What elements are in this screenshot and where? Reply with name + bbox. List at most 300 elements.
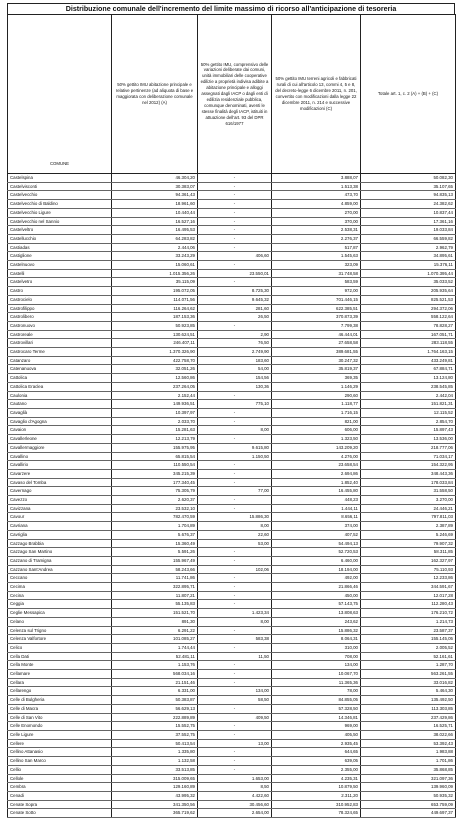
total-cell: 1.983,88 (361, 748, 456, 757)
total-cell: 283.118,55 (361, 339, 456, 348)
table-row (8, 661, 456, 670)
value-c-cell: 10.879,50 (272, 783, 361, 792)
total-cell: 218.777,06 (361, 443, 456, 452)
value-c-cell: 708,00 (272, 652, 361, 661)
total-cell: 5.246,69 (361, 530, 456, 539)
value-a-cell: 11.807,21 (112, 591, 198, 600)
value-c-cell: 1.444,11 (272, 504, 361, 513)
total-cell: 5.464,30 (361, 687, 456, 696)
value-a-cell: 1.153,76 (112, 661, 198, 670)
value-c-cell: 2.276,37 (272, 234, 361, 243)
value-c-cell: 78,00 (272, 687, 361, 696)
total-cell: 58.311,85 (361, 548, 456, 557)
value-b-cell: 2,90 (198, 330, 272, 339)
table-row (8, 704, 456, 713)
value-b-cell: - (198, 191, 272, 200)
table-row (8, 356, 456, 365)
comune-cell: Celle di San Vito (8, 713, 112, 722)
comune-cell: Cattolica Eraclea (8, 382, 112, 391)
value-b-cell: - (198, 435, 272, 444)
total-cell: 35.033,52 (361, 278, 456, 287)
value-a-cell: 33.243,29 (112, 252, 198, 261)
table-row (8, 530, 456, 539)
value-a-cell: 187.153,36 (112, 313, 198, 322)
value-a-cell: 50.413,54 (112, 739, 198, 748)
value-a-cell: 15.552,75 (112, 722, 198, 731)
comune-cell: Celano (8, 617, 112, 626)
table-row (8, 243, 456, 252)
value-a-cell: 50.923,85 (112, 321, 198, 330)
value-c-cell: 2.935,45 (272, 739, 361, 748)
value-b-cell: - (198, 321, 272, 330)
total-cell: 71.034,17 (361, 452, 456, 461)
value-c-cell: 243,62 (272, 617, 361, 626)
value-c-cell: 290,60 (272, 391, 361, 400)
total-cell: 94.835,13 (361, 191, 456, 200)
total-cell: 205.935,64 (361, 287, 456, 296)
value-a-cell: 782.470,59 (112, 513, 198, 522)
comune-cell: Cavallerleone (8, 435, 112, 444)
table-row (8, 791, 456, 800)
total-cell: 178.033,84 (361, 478, 456, 487)
header-comune: COMUNE (8, 15, 112, 174)
total-cell: 53.392,43 (361, 739, 456, 748)
value-a-cell: 149.936,51 (112, 400, 198, 409)
value-b-cell: 281,60 (198, 304, 272, 313)
table-row (8, 617, 456, 626)
total-cell: 75.110,93 (361, 565, 456, 574)
comune-cell: Cellarengo (8, 687, 112, 696)
total-cell: 238.545,85 (361, 382, 456, 391)
comune-cell: Cazzano di Tramigna (8, 556, 112, 565)
value-c-cell: 310,00 (272, 643, 361, 652)
value-a-cell: 64.283,82 (112, 234, 198, 243)
value-a-cell: 15.281,63 (112, 426, 198, 435)
value-b-cell: 76,50 (198, 339, 272, 348)
table-row (8, 339, 456, 348)
table-row (8, 217, 456, 226)
value-a-cell: 55.135,83 (112, 600, 198, 609)
comune-cell: Celenza sul Trigno (8, 626, 112, 635)
comune-cell: Cellere (8, 739, 112, 748)
comune-cell: Cavaso del Tomba (8, 478, 112, 487)
value-b-cell: - (198, 678, 272, 687)
comune-cell: Ceglie Messapica (8, 609, 112, 618)
value-b-cell: 15.886,30 (198, 513, 272, 522)
value-b-cell: 9.615,80 (198, 443, 272, 452)
value-b-cell: 8,50 (198, 783, 272, 792)
total-cell: 797.811,03 (361, 513, 456, 522)
comune-cell: Cavizzana (8, 504, 112, 513)
value-b-cell: 102,06 (198, 565, 272, 574)
value-b-cell: 22,60 (198, 530, 272, 539)
comune-cell: Castelvisconti (8, 182, 112, 191)
value-b-cell: 406,60 (198, 252, 272, 261)
total-cell: 66.559,82 (361, 234, 456, 243)
table-row (8, 348, 456, 357)
comune-cell: Caulonia (8, 391, 112, 400)
value-b-cell: 134,00 (198, 687, 272, 696)
value-c-cell: 270,00 (272, 208, 361, 217)
table-row (8, 443, 456, 452)
comune-cell: Castelvetro (8, 278, 112, 287)
value-a-cell: 37.552,75 (112, 731, 198, 740)
value-c-cell: 969,00 (272, 722, 361, 731)
comune-cell: Cavour (8, 513, 112, 522)
total-cell: 135.492,50 (361, 696, 456, 705)
comune-cell: Cavallino (8, 452, 112, 461)
value-b-cell: 8.725,30 (198, 287, 272, 296)
comune-cell: Cembra (8, 783, 112, 792)
value-a-cell: 12.213,79 (112, 435, 198, 444)
value-c-cell: 323,09 (272, 261, 361, 270)
total-cell: 237.429,86 (361, 713, 456, 722)
value-a-cell: 75.305,79 (112, 487, 198, 496)
total-cell: 825.521,53 (361, 295, 456, 304)
total-cell: 176.210,72 (361, 609, 456, 618)
table-row (8, 226, 456, 235)
value-b-cell: 11,50 (198, 652, 272, 661)
table-row (8, 643, 456, 652)
table-row (8, 417, 456, 426)
value-a-cell: 35.115,09 (112, 278, 198, 287)
value-c-cell: 310.952,83 (272, 800, 361, 809)
value-b-cell: - (198, 226, 272, 235)
value-a-cell: 16.527,16 (112, 217, 198, 226)
total-cell: 563.261,55 (361, 670, 456, 679)
table-row (8, 513, 456, 522)
comune-cell: Castrolibero (8, 313, 112, 322)
value-c-cell: 57.143,75 (272, 600, 361, 609)
table-row (8, 478, 456, 487)
table-row (8, 452, 456, 461)
value-c-cell: 52.720,53 (272, 548, 361, 557)
value-c-cell: 84.855,05 (272, 696, 361, 705)
table-row (8, 313, 456, 322)
value-c-cell: 374,00 (272, 522, 361, 531)
total-cell: 12.115,52 (361, 408, 456, 417)
comune-cell: Cavriglia (8, 530, 112, 539)
comune-cell: Cattolica (8, 374, 112, 383)
value-a-cell: 43.995,32 (112, 791, 198, 800)
value-a-cell: 2.444,06 (112, 243, 198, 252)
value-a-cell: 1.744,44 (112, 643, 198, 652)
comune-cell: Castrocaro Terme (8, 348, 112, 357)
value-a-cell: 1.132,58 (112, 757, 198, 766)
value-a-cell: 246.407,11 (112, 339, 198, 348)
value-b-cell: - (198, 182, 272, 191)
value-a-cell: 11.741,86 (112, 574, 198, 583)
table-row (8, 252, 456, 261)
total-cell: 344.591,67 (361, 583, 456, 592)
value-c-cell: 13.808,63 (272, 609, 361, 618)
comune-cell: Celle Enomondo (8, 722, 112, 731)
table-row (8, 600, 456, 609)
table-title: Distribuzione comunale dell'incremento del limite massimo di ricorso all'anticipazione di tesoreria (7, 3, 455, 14)
table-body (8, 174, 456, 818)
comune-cell: Ceggia (8, 600, 112, 609)
value-c-cell: 7.799,38 (272, 321, 361, 330)
comune-cell: Celenza Valfortore (8, 635, 112, 644)
total-cell: 35.107,65 (361, 182, 456, 191)
table-row (8, 713, 456, 722)
total-cell: 17.361,16 (361, 217, 456, 226)
value-b-cell: - (198, 731, 272, 740)
value-a-cell: 10.440,44 (112, 208, 198, 217)
table-row (8, 548, 456, 557)
value-a-cell: 6.331,00 (112, 687, 198, 696)
table-row (8, 461, 456, 470)
total-cell: 15.897,43 (361, 426, 456, 435)
table-row (8, 800, 456, 809)
value-a-cell: 110.550,54 (112, 461, 198, 470)
table-row (8, 652, 456, 661)
comune-cell: Celico (8, 643, 112, 652)
value-c-cell: 370,00 (272, 217, 361, 226)
value-b-cell: - (198, 661, 272, 670)
total-cell: 10.837,44 (361, 208, 456, 217)
table-row (8, 278, 456, 287)
value-b-cell: 2.749,90 (198, 348, 272, 357)
table-row (8, 496, 456, 505)
value-a-cell: 12.560,86 (112, 374, 198, 383)
total-cell: 2.442,04 (361, 391, 456, 400)
table-row (8, 426, 456, 435)
total-cell: 321.097,36 (361, 774, 456, 783)
value-a-cell: 1.335,80 (112, 748, 198, 757)
table-row (8, 635, 456, 644)
value-a-cell: 195.072,05 (112, 287, 198, 296)
total-cell: 33.016,82 (361, 678, 456, 687)
value-b-cell: - (198, 548, 272, 557)
comune-cell: Castelvecchio nel Sannio (8, 217, 112, 226)
value-c-cell: 369,35 (272, 374, 361, 383)
value-c-cell: 23.658,54 (272, 461, 361, 470)
table-row (8, 504, 456, 513)
header-col-a: 50% gettito IMU abitazione principale e relative pertinenze (ad aliquota di base e maggiorata con deliberazione comunale nel 2012) (A) (112, 15, 198, 174)
value-c-cell: 1.118,77 (272, 400, 361, 409)
value-c-cell: 30.247,32 (272, 356, 361, 365)
value-c-cell: 10.067,70 (272, 670, 361, 679)
value-b-cell: 30.456,60 (198, 800, 272, 809)
table-row (8, 609, 456, 618)
value-a-cell: 10.397,97 (112, 408, 198, 417)
table-row (8, 234, 456, 243)
value-b-cell: 23.550,01 (198, 269, 272, 278)
value-b-cell: - (198, 583, 272, 592)
comune-cell: Cellio (8, 765, 112, 774)
value-c-cell: 1.323,50 (272, 435, 361, 444)
value-c-cell: 8.064,31 (272, 635, 361, 644)
value-b-cell: 154,56 (198, 374, 272, 383)
table-row (8, 748, 456, 757)
value-a-cell: 129.160,89 (112, 783, 198, 792)
value-c-cell: 18.194,00 (272, 565, 361, 574)
value-c-cell: 15.886,32 (272, 626, 361, 635)
value-c-cell: 134,00 (272, 661, 361, 670)
value-c-cell: 21.866,46 (272, 583, 361, 592)
value-a-cell: 5.676,37 (112, 530, 198, 539)
value-b-cell: - (198, 574, 272, 583)
total-cell: 2.962,79 (361, 243, 456, 252)
value-a-cell: 422.758,70 (112, 356, 198, 365)
value-a-cell: 222.889,89 (112, 713, 198, 722)
table-row (8, 574, 456, 583)
value-b-cell: 583,38 (198, 635, 272, 644)
value-b-cell: - (198, 704, 272, 713)
comune-cell: Castro (8, 287, 112, 296)
total-cell: 433.249,81 (361, 356, 456, 365)
total-cell: 23.587,37 (361, 626, 456, 635)
distribution-table (7, 14, 456, 818)
total-cell: 35.868,85 (361, 765, 456, 774)
value-c-cell: 2.538,31 (272, 226, 361, 235)
value-a-cell: 237.264,05 (112, 382, 198, 391)
value-a-cell: 568.034,16 (112, 670, 198, 679)
table-row (8, 382, 456, 391)
value-a-cell: 151.521,70 (112, 609, 198, 618)
value-b-cell: - (198, 643, 272, 652)
total-cell: 162.327,97 (361, 556, 456, 565)
total-cell: 13.536,00 (361, 435, 456, 444)
value-b-cell: 130,36 (198, 382, 272, 391)
value-c-cell: 701.446,15 (272, 295, 361, 304)
total-cell: 3.270,00 (361, 496, 456, 505)
value-c-cell: 31.748,58 (272, 269, 361, 278)
value-b-cell: 1.653,00 (198, 774, 272, 783)
total-cell: 653.759,09 (361, 800, 456, 809)
table-row (8, 304, 456, 313)
comune-cell: Cella Dati (8, 652, 112, 661)
comune-cell: Castelli (8, 269, 112, 278)
comune-cell: Cavernago (8, 487, 112, 496)
value-b-cell: - (198, 670, 272, 679)
total-cell: 79.907,32 (361, 539, 456, 548)
value-b-cell: - (198, 208, 272, 217)
comune-cell: Cavaglià (8, 408, 112, 417)
total-cell: 449.697,37 (361, 809, 456, 818)
comune-cell: Cavriana (8, 522, 112, 531)
value-a-cell: 1.370.326,90 (112, 348, 198, 357)
value-a-cell: 345.215,39 (112, 469, 198, 478)
table-row (8, 583, 456, 592)
value-b-cell: - (198, 261, 272, 270)
table-row (8, 722, 456, 731)
value-b-cell: - (198, 757, 272, 766)
table-row (8, 487, 456, 496)
table-row (8, 539, 456, 548)
value-a-cell: 101.085,27 (112, 635, 198, 644)
table-row (8, 522, 456, 531)
total-cell: 24.446,21 (361, 504, 456, 513)
table-row (8, 261, 456, 270)
value-c-cell: 143.209,20 (272, 443, 361, 452)
total-cell: 1.701,86 (361, 757, 456, 766)
value-c-cell: 4.235,31 (272, 774, 361, 783)
value-b-cell: 77,00 (198, 487, 272, 496)
value-b-cell: 13,00 (198, 739, 272, 748)
value-c-cell: 583,59 (272, 278, 361, 287)
value-c-cell: 517,87 (272, 243, 361, 252)
value-a-cell: 15.360,49 (112, 539, 198, 548)
comune-cell: Castelspina (8, 174, 112, 183)
comune-cell: Cellino San Marco (8, 757, 112, 766)
total-cell: 19.033,84 (361, 226, 456, 235)
value-a-cell: 891,30 (112, 617, 198, 626)
table-row (8, 678, 456, 687)
total-cell: 1.287,70 (361, 661, 456, 670)
table-row (8, 321, 456, 330)
value-a-cell: 155.967,49 (112, 556, 198, 565)
value-c-cell: 389.681,55 (272, 348, 361, 357)
value-b-cell: 9.645,32 (198, 295, 272, 304)
total-cell: 50.935,32 (361, 791, 456, 800)
comune-cell: Cenate Sotto (8, 809, 112, 818)
value-c-cell: 3.888,07 (272, 174, 361, 183)
value-c-cell: 622.385,51 (272, 304, 361, 313)
value-b-cell: - (198, 234, 272, 243)
comune-cell: Cellole (8, 774, 112, 783)
value-b-cell: - (198, 408, 272, 417)
total-cell: 139.960,09 (361, 783, 456, 792)
total-cell: 113.303,85 (361, 704, 456, 713)
value-a-cell: 21.151,46 (112, 678, 198, 687)
value-b-cell: - (198, 748, 272, 757)
value-c-cell: 1.513,38 (272, 182, 361, 191)
comune-cell: Cavarzere (8, 469, 112, 478)
comune-cell: Cautano (8, 400, 112, 409)
value-a-cell: 116.264,62 (112, 304, 198, 313)
value-b-cell: 26,50 (198, 313, 272, 322)
total-cell: 52.161,61 (361, 652, 456, 661)
table-row (8, 435, 456, 444)
value-c-cell: 27.658,58 (272, 339, 361, 348)
table-row (8, 374, 456, 383)
value-b-cell: - (198, 278, 272, 287)
table-row (8, 391, 456, 400)
table-row (8, 182, 456, 191)
value-c-cell: 370.873,39 (272, 313, 361, 322)
total-cell: 24.382,62 (361, 200, 456, 209)
table-row (8, 330, 456, 339)
comune-cell: Cellino Attanasio (8, 748, 112, 757)
value-c-cell: 16.455,80 (272, 487, 361, 496)
value-b-cell: 53,00 (198, 539, 272, 548)
value-c-cell: 8.656,11 (272, 513, 361, 522)
comune-cell: Celle di Macra (8, 704, 112, 713)
value-b-cell: 775,10 (198, 400, 272, 409)
comune-cell: Cellamare (8, 670, 112, 679)
value-a-cell: 52.481,11 (112, 652, 198, 661)
comune-cell: Castrocielo (8, 295, 112, 304)
table-row (8, 670, 456, 679)
comune-cell: Castrofilippo (8, 304, 112, 313)
header-col-c: 50% gettito IMU terreni agricoli e fabbricati rurali di cui all'articolo 13, commi 4, 5 e 8, del decreto-legge 6 dicembre 2011, n. 201, convertito con modificazioni dalla legge 22 dicembre 2011, n. 214 e successive modificazioni (C) (272, 15, 361, 174)
value-a-cell: 315.009,65 (112, 774, 198, 783)
total-cell: 294.372,06 (361, 304, 456, 313)
value-b-cell: - (198, 243, 272, 252)
table-row (8, 591, 456, 600)
value-b-cell: - (198, 626, 272, 635)
value-c-cell: 4.276,00 (272, 452, 361, 461)
total-cell: 34.895,61 (361, 252, 456, 261)
table-row (8, 295, 456, 304)
value-b-cell: 54,00 (198, 365, 272, 374)
value-a-cell: 56.629,13 (112, 704, 198, 713)
value-a-cell: 1.704,89 (112, 522, 198, 531)
value-c-cell: 78.324,65 (272, 809, 361, 818)
total-cell: 1.214,73 (361, 617, 456, 626)
